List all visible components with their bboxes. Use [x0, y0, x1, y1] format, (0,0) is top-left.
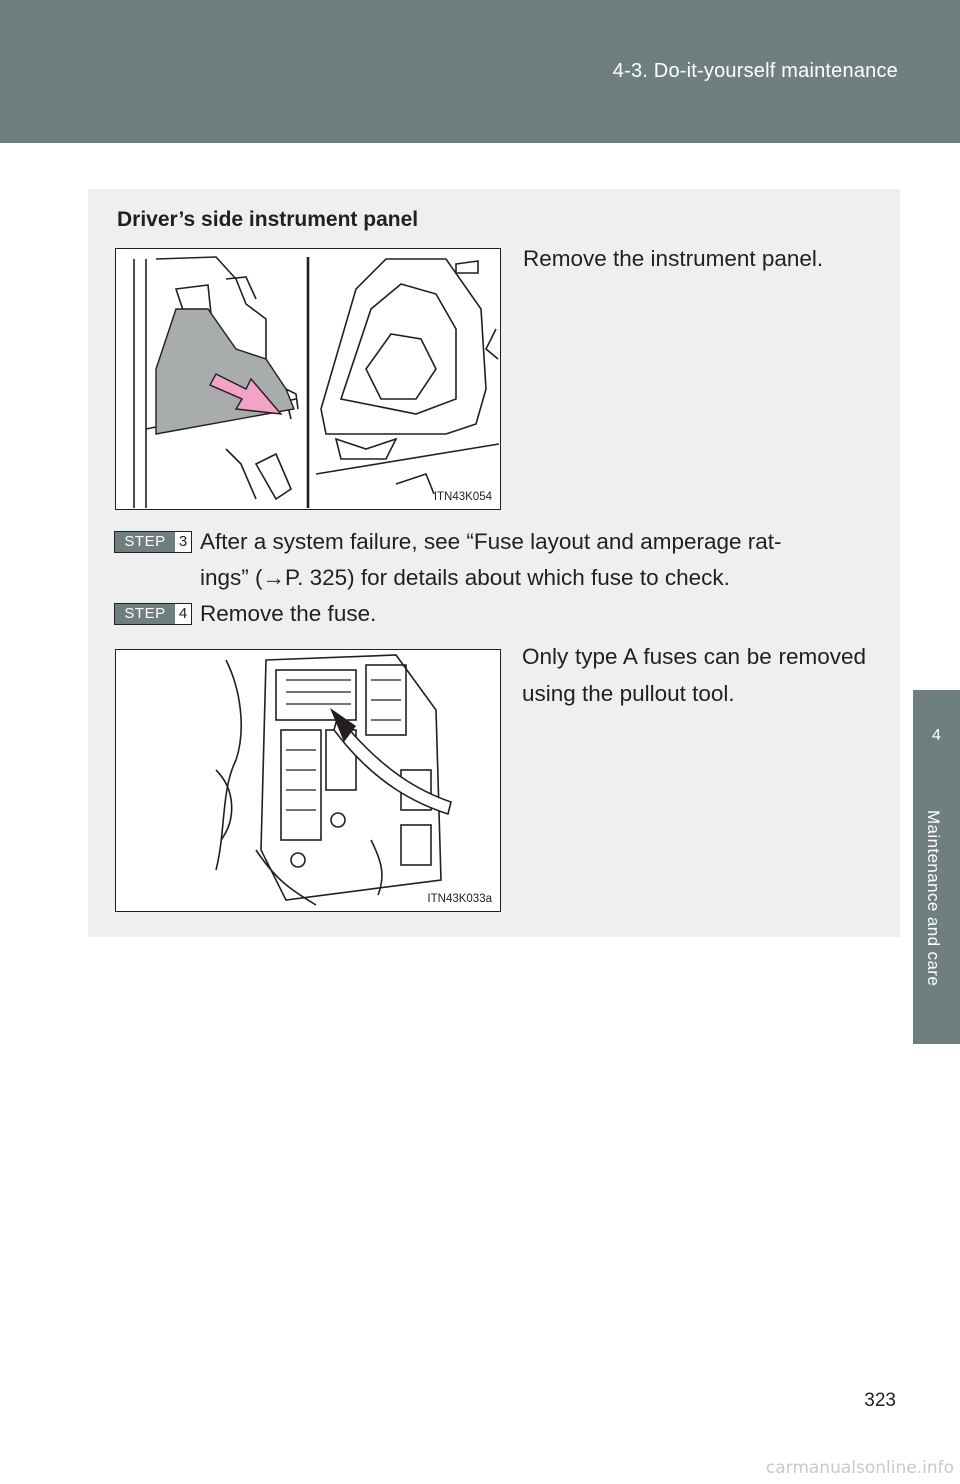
fuse-box-drawing [116, 650, 499, 910]
step4-badge [114, 603, 192, 625]
step3-badge-label: STEP [115, 532, 175, 552]
pullout-note-text: Only type A fuses can be removed using the pullout tool. [522, 644, 866, 706]
header-title: 4-3. Do-it-yourself maintenance [612, 60, 898, 82]
side-tab-label: Maintenance and care [924, 810, 943, 987]
side-tab-number: 4 [932, 727, 941, 744]
step3-badge [114, 531, 192, 553]
fuse-box-illustration [115, 649, 501, 912]
step3-line2: ings” (→P. 325) for details about which fuse to check. [200, 565, 730, 590]
figure2-code: ITN43K033a [427, 893, 492, 905]
instrument-panel-illustration [115, 248, 501, 510]
step3-line1: After a system failure, see “Fuse layout and amperage rat- [200, 529, 782, 554]
step3-text [200, 524, 866, 596]
step4-text: Remove the fuse. [200, 601, 377, 626]
instrument-panel-drawing [116, 249, 499, 508]
page-number: 323 [864, 1390, 896, 1411]
remove-panel-text: Remove the instrument panel. [523, 246, 824, 271]
step4-badge-number: 4 [175, 604, 191, 624]
figure1-code: ITN43K054 [433, 491, 492, 503]
section-title: Driver’s side instrument panel [117, 208, 419, 231]
watermark: carmanualsonline.info [765, 1458, 954, 1478]
step3-badge-number: 3 [175, 532, 191, 552]
step4-badge-label: STEP [115, 604, 175, 624]
